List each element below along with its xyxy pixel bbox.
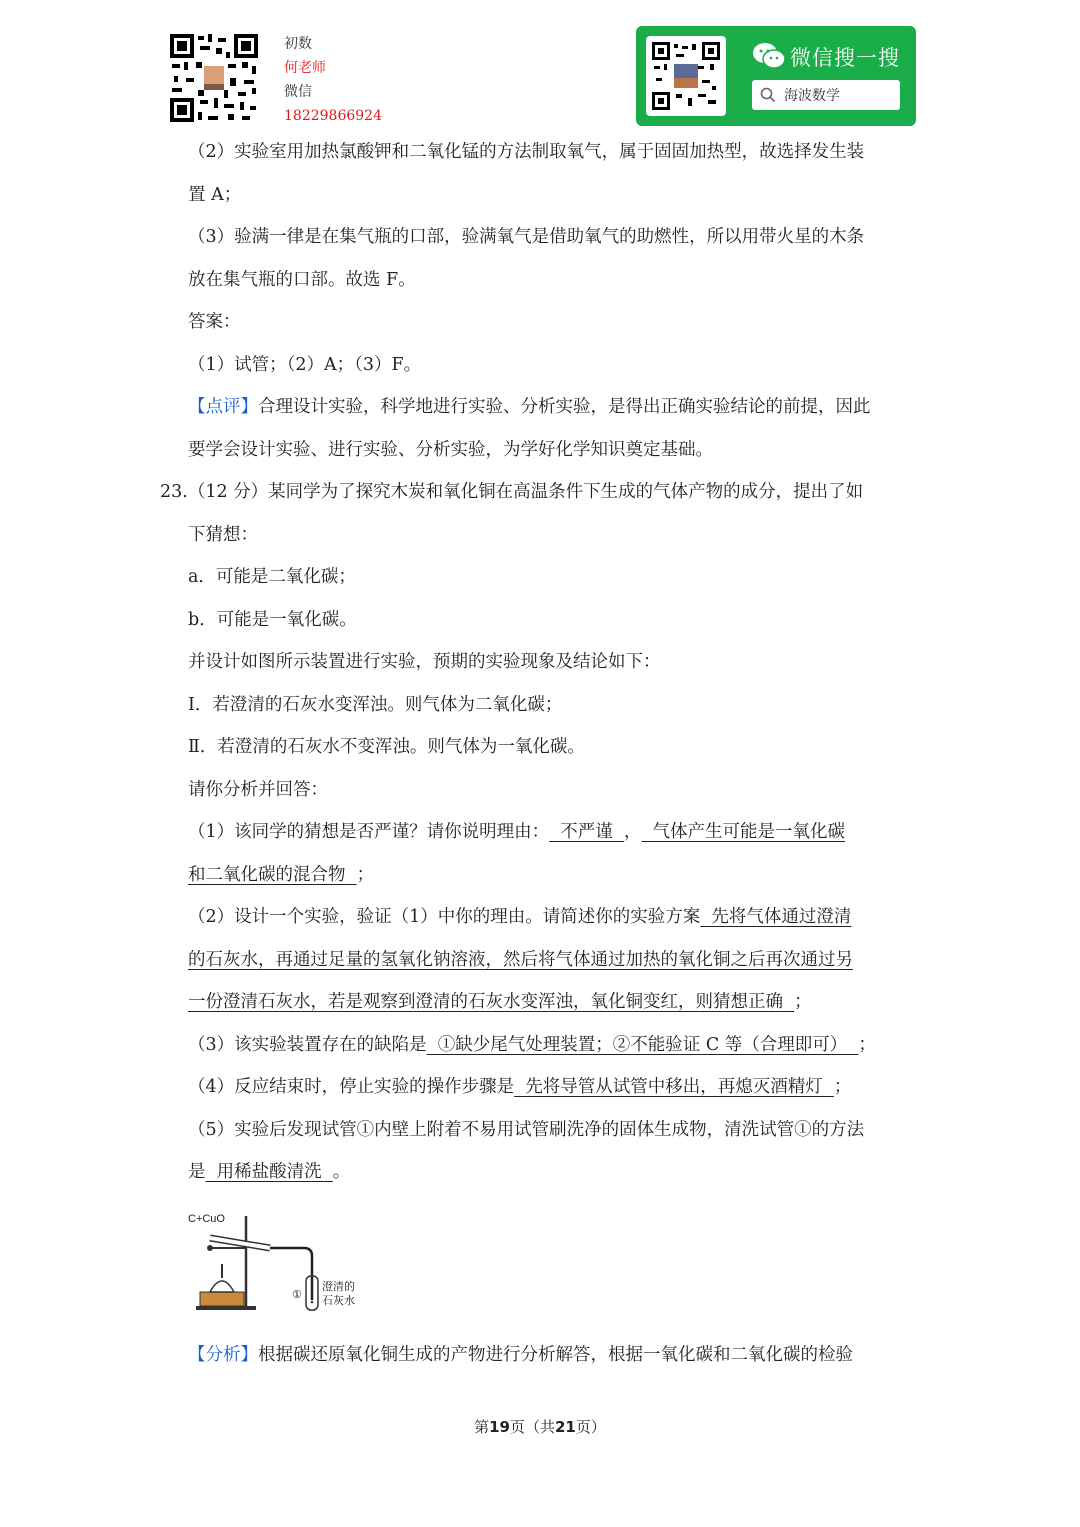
question-text: （12 分）某同学为了探究木炭和氧化铜在高温条件下生成的气体产物的成分，提出了如 [187,482,864,502]
text-line: 置 A； [188,184,242,205]
text-line: 并设计如图所示装置进行实验，预期的实验现象及结论如下： [188,652,661,672]
question-number: 23. [160,482,188,502]
subquestion-1 [188,811,918,854]
text-line: 合理设计实验，科学地进行实验、分析实验，是得出正确实验结论的前提，因此 [258,397,871,417]
apparatus-diagram [188,1208,368,1316]
answer-blank: 气体产生可能是一氧化碳 [641,822,846,842]
text-line: 要学会设计实验、进行实验、分析实验，为学好化学知识奠定基础。 [188,439,713,460]
text-segment: ； [794,992,812,1012]
wechat-search-title: 微信搜一搜 [790,46,900,70]
document-body [160,131,918,1194]
diagram-label-limewater-2: 石灰水 [322,1294,355,1307]
contact-line-1: 初数 [284,36,312,52]
wechat-search-card[interactable] [636,26,916,126]
text-line: 答案： [188,312,241,332]
text-segment: （4）反应结束时，停止实验的操作步骤是 [188,1077,515,1097]
text-segment: ； [833,1077,852,1097]
answer-blank: 的石灰水，再通过足量的氢氧化钠溶液，然后将气体通过加热的氧化铜之后再次通过另 [188,949,853,970]
contact-line-3: 微信 [284,84,312,100]
text-segment: （3）该实验装置存在的缺陷是 [188,1034,427,1055]
text-line: 下猜想： [188,524,258,545]
question-heading [160,471,918,514]
text-segment: （2）设计一个实验，验证（1）中你的理由。请简述你的实验方案 [188,907,701,927]
page-number: 19 [489,1418,510,1436]
footer-text: 页） [575,1418,606,1436]
answer-blank: 和二氧化碳的混合物 [188,864,357,885]
text-line: 放在集气瓶的口部。故选 F。 [188,269,416,290]
text-segment: ； [858,1034,876,1055]
subquestion-2-cont [188,981,918,1024]
text-line: （3）验满一律是在集气瓶的口部，验满氧气是借助氧气的助燃性，所以用带火星的木条 [188,227,865,247]
search-text: 海波数学 [784,88,840,104]
qr-code-icon [168,32,260,124]
text-segment: （1）该同学的猜想是否严谨？请你说明理由： [188,822,550,842]
text-segment: ， [623,822,642,842]
search-input[interactable] [752,80,900,110]
analysis-tag: 【分析】 [188,1345,258,1365]
search-icon [760,87,776,103]
text-line: （1）试管；（2）A；（3）F。 [188,354,422,375]
answer-blank: 先将导管从试管中移出，再熄灭酒精灯 [514,1077,834,1097]
review-paragraph [188,386,918,429]
text-segment: 。 [332,1162,351,1182]
conclusion-2: Ⅱ．若澄清的石灰水不变浑浊。则气体为一氧化碳。 [188,737,585,757]
header-contact [168,32,408,128]
analysis-paragraph [188,1334,853,1377]
option-b: b．可能是一氧化碳。 [188,609,357,630]
page-total: 21 [555,1418,576,1436]
subquestion-1-cont [188,854,918,897]
subquestion-3 [188,1024,918,1067]
subquestion-2-cont [188,939,918,982]
text-line: 根据碳还原氧化铜生成的产物进行分析解答，根据一氧化碳和二氧化碳的检验 [258,1345,853,1365]
text-segment: ； [356,864,375,885]
option-a: a．可能是二氧化碳； [188,567,356,587]
conclusion-1: Ⅰ．若澄清的石灰水变浑浊。则气体为二氧化碳； [188,694,563,715]
diagram-label-limewater-1: 澄清的 [322,1280,355,1293]
diagram-label-tube: ① [292,1288,302,1301]
subquestion-2 [188,896,918,939]
answer-blank: 不严谨 [549,822,624,842]
answer-blank: 用稀盐酸清洗 [205,1162,333,1182]
subquestion-5: （5）实验后发现试管①内壁上附着不易用试管刷洗净的固体生成物，清洗试管①的方法 [188,1119,865,1140]
review-tag: 【点评】 [188,397,258,417]
text-line: 请你分析并回答： [188,779,328,800]
text-segment: 是 [188,1162,206,1182]
footer-text: 页（共 [509,1418,555,1436]
contact-teacher: 何老师 [284,60,326,76]
wechat-qr-code [646,36,726,116]
answer-blank: 先将气体通过澄清 [700,907,852,927]
contact-phone: 18229866924 [284,108,382,124]
page-footer [0,1416,1080,1437]
subquestion-4 [188,1066,918,1109]
text-line: （2）实验室用加热氯酸钾和二氧化锰的方法制取氧气，属于固固加热型，故选择发生装 [188,142,865,162]
qr-code-icon [652,42,720,110]
diagram-label-reactants: C+CuO [188,1213,225,1225]
answer-blank: 一份澄清石灰水，若是观察到澄清的石灰水变浑浊，氧化铜变红，则猜想正确 [188,992,795,1012]
answer-blank: ①缺少尾气处理装置；②不能验证 C 等（合理即可） [426,1034,859,1055]
footer-text: 第 [474,1418,490,1436]
wechat-icon [752,42,786,70]
subquestion-5-cont [188,1151,918,1194]
